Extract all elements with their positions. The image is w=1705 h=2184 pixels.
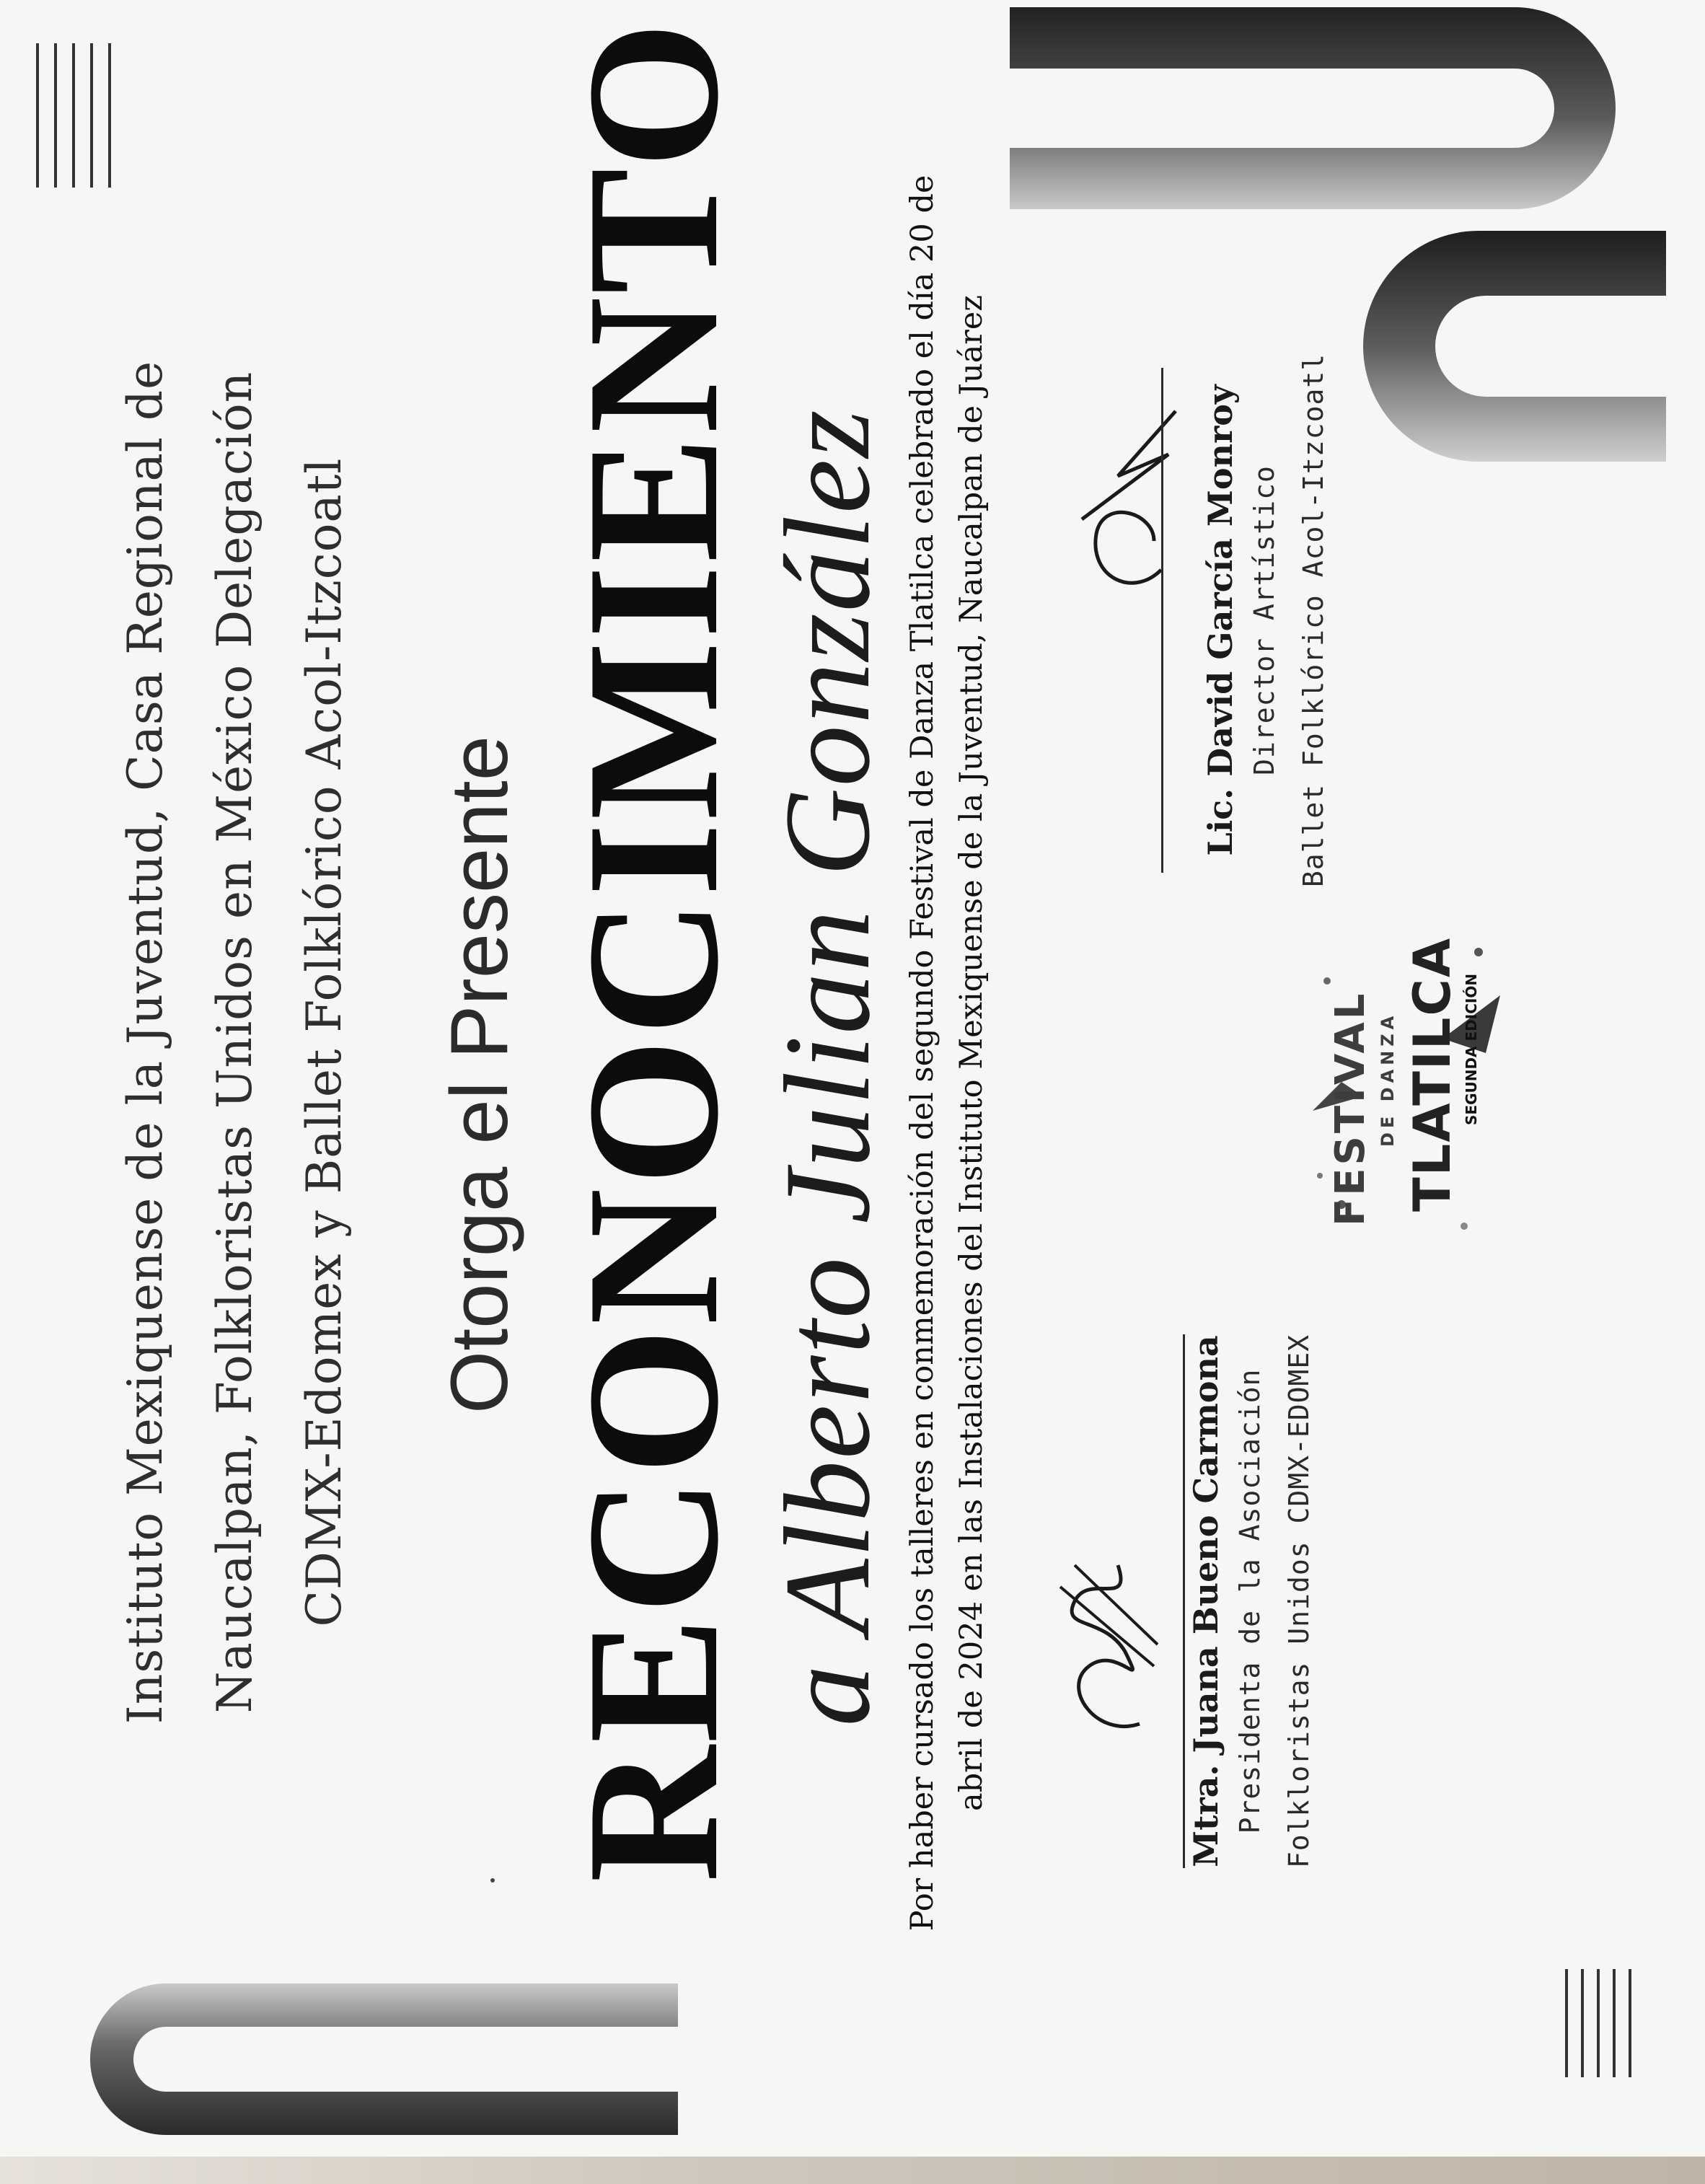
recipient-name: a Alberto Julian González <box>759 408 895 1727</box>
arch-decoration-right-small <box>1363 216 1666 476</box>
photo-background-edge <box>0 2157 1705 2184</box>
signatory-1-name: Mtra. Juana Bueno Carmona <box>1186 1335 1225 1867</box>
signatory-2 <box>1201 339 1338 902</box>
logo-word-tlatilca: TLATILCA <box>1403 936 1462 1212</box>
signatory-2-role-1: Director Artístico <box>1248 465 1280 775</box>
certificate-body <box>898 166 996 1940</box>
header-line-2: Naucalpan, Folkloristas Unidos en México Delegación <box>207 371 263 1714</box>
signature-1 <box>1031 1536 1176 1753</box>
signature-2 <box>1053 389 1190 620</box>
logo-word-festival: FESTIVAL <box>1327 990 1374 1226</box>
signatory-2-name: Lic. David García Monroy <box>1201 384 1240 856</box>
header-line-1: Instituto Mexiquense de la Juventud, Casa Regional de <box>118 360 173 1725</box>
festival-logo <box>1298 923 1515 1255</box>
logo-word-de-danza: DE DANZA <box>1378 1011 1398 1147</box>
arch-decoration-right-large <box>966 0 1688 216</box>
ink-dot <box>490 1878 495 1883</box>
signatory-2-role-2: Ballet Folklórico Acol-Itzcoatl <box>1298 353 1329 888</box>
stripes-decoration-top <box>29 43 137 188</box>
stripes-decoration-left <box>1558 1962 1652 2077</box>
body-line-1: Por haber cursado los talleres en conmemoración del segundo Festival de Danza Tlatilca celebrado el día 20 de <box>904 175 940 1932</box>
signature-line-2 <box>1161 368 1163 873</box>
subtitle: Otorga el Presente <box>434 735 524 1414</box>
body-line-2: abril de 2024 en las Instalaciones del Instituto Mexiquense de la Juventud, Naucalpan de Juárez <box>953 295 990 1811</box>
header-line-3: CDMX-Edomex y Ballet Folklórico Acol-Itzcoatl <box>296 457 352 1627</box>
arch-decoration-left <box>0 1940 721 2157</box>
certificate-title: RECONOCIMIENTO <box>548 18 757 1883</box>
issuing-institutions <box>101 303 369 1782</box>
signature-line-1 <box>1183 1334 1185 1868</box>
signatory-1 <box>1186 1305 1323 1897</box>
signatory-1-role-2: Folkloristas Unidos CDMX-EDOMEX <box>1283 1334 1315 1869</box>
logo-edition: SEGUNDA EDICIÓN <box>1463 973 1480 1125</box>
signatory-1-role-1: Presidenta de la Asociación <box>1234 1368 1266 1834</box>
